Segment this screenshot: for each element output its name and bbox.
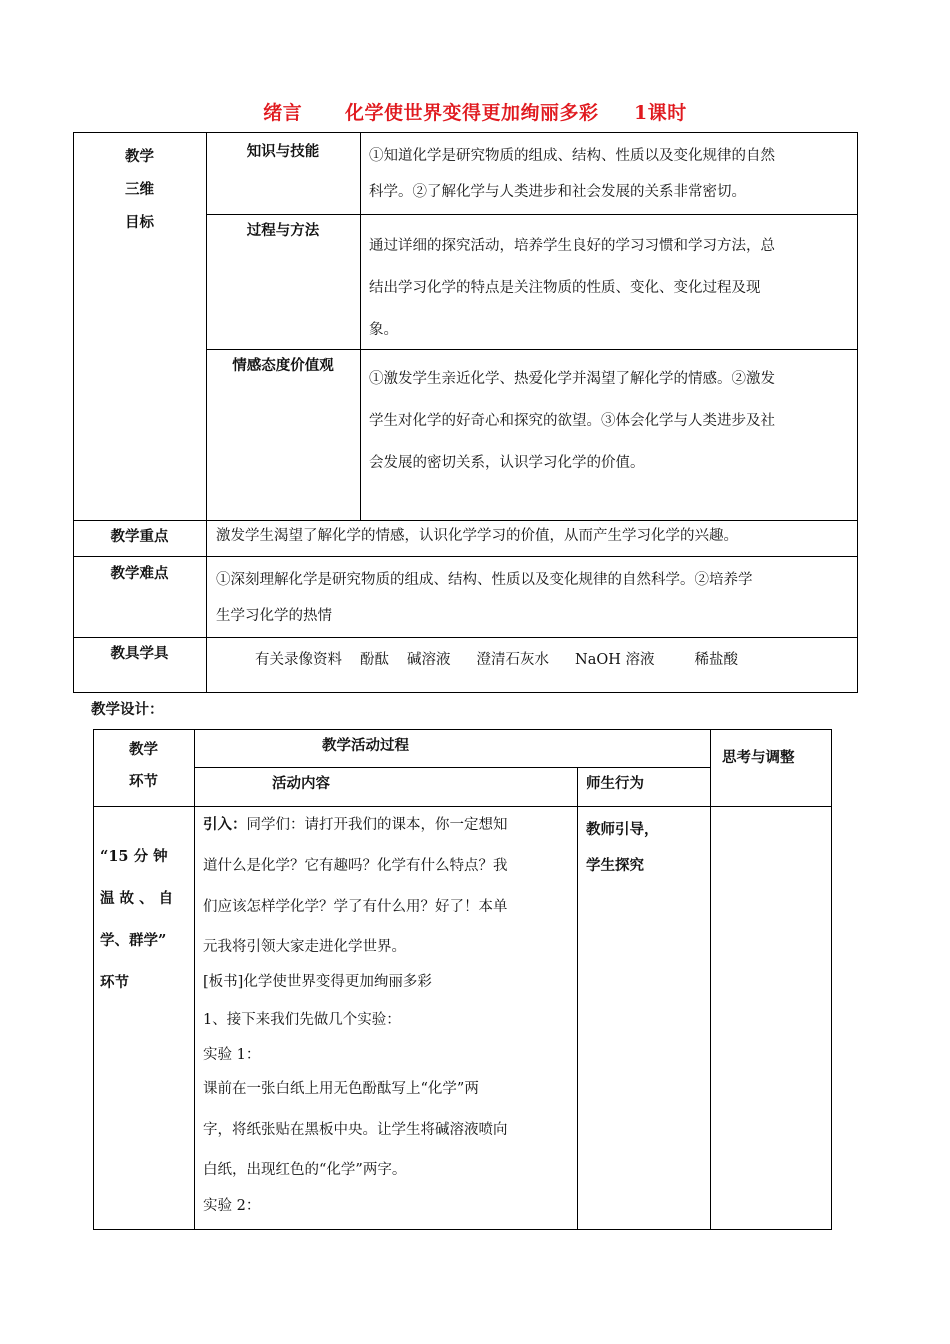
stage-header-line: 环节 <box>129 773 158 790</box>
reflect-header: 思考与调整 <box>722 749 795 766</box>
material-item: 澄清石灰水 <box>476 652 549 668</box>
process-header: 教学活动过程 <box>322 737 409 754</box>
difficulty-text <box>216 562 856 634</box>
behavior-text <box>586 812 659 884</box>
material-item: NaOH 溶液 <box>575 652 655 668</box>
content-line: 1、接下来我们先做几个实验： <box>203 1012 401 1028</box>
stage-header <box>93 734 194 798</box>
text-line: 会发展的密切关系，认识学习化学的价值。 <box>369 455 645 471</box>
stage-text <box>100 836 192 1004</box>
intro-text: 同学们：请打开我们的课本，你一定想知 <box>246 817 508 833</box>
materials-label: 教具学具 <box>110 645 169 662</box>
objectives-group-label-3: 目标 <box>125 214 154 231</box>
attitude-values-text <box>369 358 855 484</box>
intro-line <box>203 813 508 834</box>
text-line: 学生对化学的好奇心和探究的欲望。③体会化学与人类进步及社 <box>369 413 775 429</box>
process-methods-label: 过程与方法 <box>246 222 320 239</box>
text-line: 通过详细的探究活动，培养学生良好的学习习惯和学习方法，总 <box>369 238 775 254</box>
process-methods-text <box>369 225 855 351</box>
text-line: 生学习化学的热情 <box>216 608 332 624</box>
stage-line: 温 故 、 自 <box>100 890 174 907</box>
text-line: 结出学习化学的特点是关注物质的性质、变化、变化过程及现 <box>369 280 761 296</box>
board-label: [板书] <box>203 974 244 990</box>
stage-line: 学、群学” <box>100 932 167 949</box>
stage-line: 环节 <box>100 974 129 991</box>
text-line: 科学。②了解化学与人类进步和社会发展的关系非常密切。 <box>369 184 746 200</box>
text-line: ①知道化学是研究物质的组成、结构、性质以及变化规律的自然 <box>369 148 775 164</box>
content-line: 实验 2： <box>203 1198 261 1214</box>
material-item: 碱溶液 <box>407 652 451 668</box>
content-line: 课前在一张白纸上用无色酚酞写上“化学”两 <box>203 1081 479 1097</box>
attitude-values-label: 情感态度价值观 <box>232 357 334 374</box>
key-point-label: 教学重点 <box>110 528 169 545</box>
content-line: 们应该怎样学化学？学了有什么用？好了！本单 <box>203 899 508 915</box>
design-label: 教学设计： <box>91 701 164 718</box>
intro-label: 引入： <box>203 816 247 833</box>
knowledge-skills-label: 知识与技能 <box>246 143 320 160</box>
difficulty-label: 教学难点 <box>110 565 169 582</box>
knowledge-skills-text <box>369 138 855 210</box>
content-line: 字，将纸张贴在黑板中央。让学生将碱溶液喷向 <box>203 1122 508 1138</box>
key-point-text: 激发学生渴望了解化学的情感，认识化学学习的价值，从而产生学习化学的兴趣。 <box>216 528 738 544</box>
material-item: 酚酞 <box>360 652 389 668</box>
materials-list <box>255 650 855 671</box>
text-line: 象。 <box>369 322 398 338</box>
objectives-group-label-2: 三维 <box>125 181 154 198</box>
content-header: 活动内容 <box>272 775 330 792</box>
stage-line: “15 分 钟 <box>100 848 168 865</box>
content-line: 实验 1： <box>203 1047 261 1063</box>
content-line: 道什么是化学？它有趣吗？化学有什么特点？我 <box>203 858 508 874</box>
text-line: ①深刻理解化学是研究物质的组成、结构、性质以及变化规律的自然科学。②培养学 <box>216 572 753 588</box>
material-item: 有关录像资料 <box>255 652 342 668</box>
objectives-group-label-1: 教学 <box>125 148 154 165</box>
content-line: 白纸，出现红色的“化学”两字。 <box>203 1162 407 1178</box>
board-line <box>203 970 432 991</box>
material-item: 稀盐酸 <box>694 652 738 668</box>
behavior-line: 教师引导， <box>586 821 659 838</box>
page-title: 绪言 化学使世界变得更加绚丽多彩 1课时 <box>263 102 687 124</box>
board-text: 化学使世界变得更加绚丽多彩 <box>243 974 432 990</box>
behavior-line: 学生探究 <box>586 857 644 874</box>
content-line: 元我将引领大家走进化学世界。 <box>203 939 406 955</box>
stage-header-line: 教学 <box>129 741 158 758</box>
text-line: ①激发学生亲近化学、热爱化学并渴望了解化学的情感。②激发 <box>369 371 775 387</box>
behavior-header: 师生行为 <box>586 775 644 792</box>
